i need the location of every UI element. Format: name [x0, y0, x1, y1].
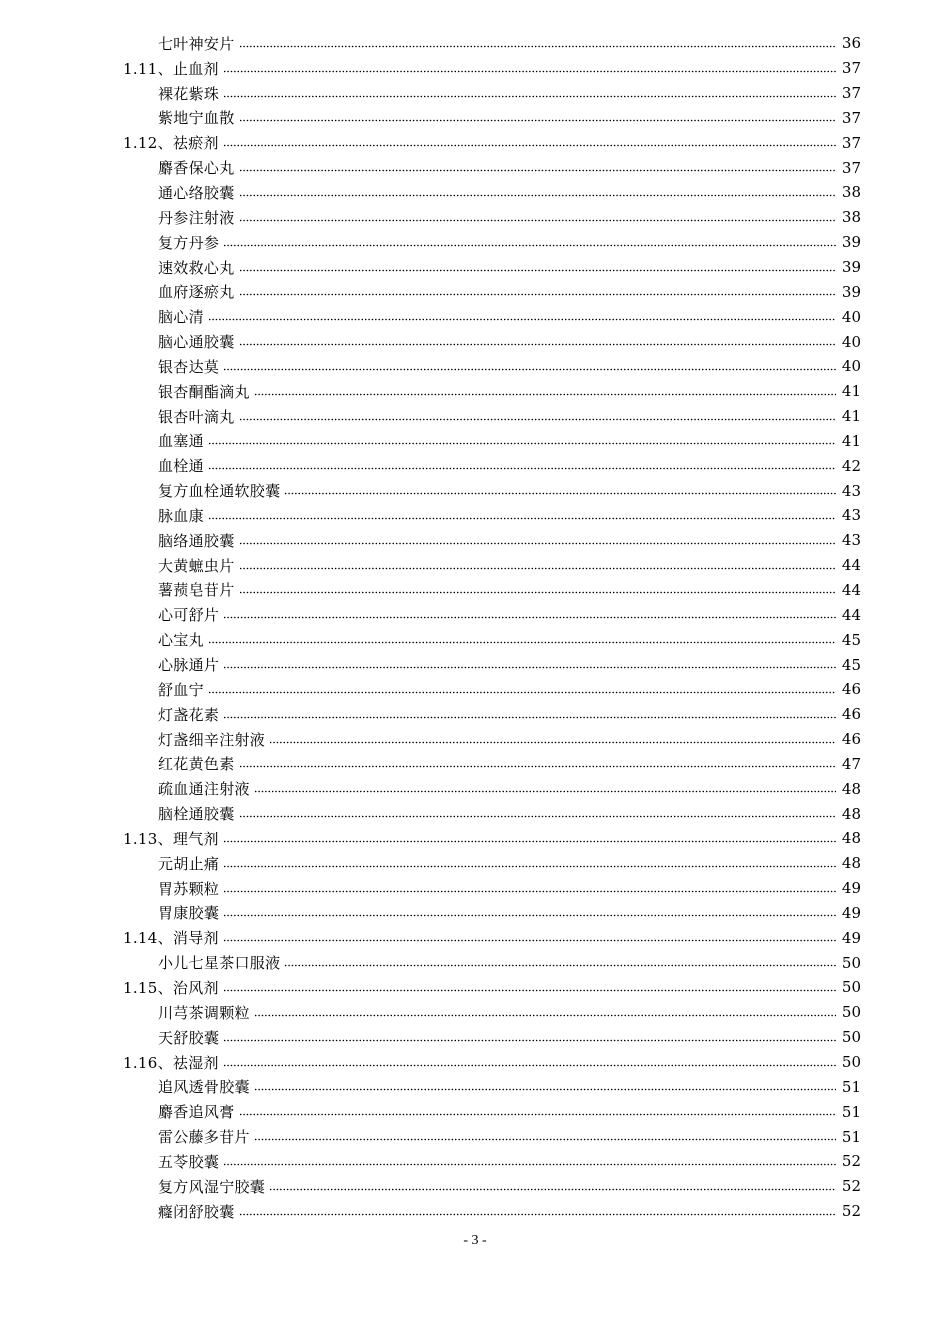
toc-dot-leader	[223, 910, 836, 922]
toc-entry-page-number: 50	[841, 1003, 861, 1022]
toc-entry-title: 胃苏颗粒	[158, 879, 220, 898]
toc-entry-page-number: 40	[841, 307, 861, 326]
toc-entry[interactable]	[0, 801, 950, 826]
toc-dot-leader	[223, 885, 836, 897]
toc-entry-page-number: 38	[841, 183, 861, 202]
toc-entry-title: 复方血栓通软胶囊	[158, 482, 281, 501]
toc-entry[interactable]	[0, 1149, 950, 1174]
toc-dot-leader	[239, 761, 836, 773]
toc-entry-title: 麝香追风膏	[158, 1103, 235, 1122]
toc-entry-title: 血栓通	[158, 457, 204, 476]
toc-entry[interactable]	[0, 1174, 950, 1199]
toc-entry[interactable]	[0, 106, 950, 131]
toc-dot-leader	[239, 413, 836, 425]
toc-dot-leader	[239, 339, 836, 351]
toc-entry-title: 脑栓通胶囊	[158, 805, 235, 824]
toc-entry-title: 麝香保心丸	[158, 159, 235, 178]
toc-entry-page-number: 51	[841, 1127, 861, 1146]
toc-entry[interactable]	[0, 81, 950, 106]
toc-entry-page-number: 50	[841, 953, 861, 972]
toc-entry[interactable]	[0, 727, 950, 752]
toc-entry-page-number: 52	[841, 1177, 861, 1196]
toc-entry-page-number: 49	[841, 928, 861, 947]
toc-entry-page-number: 48	[841, 804, 861, 823]
toc-entry[interactable]	[0, 404, 950, 429]
toc-dot-leader	[223, 1034, 836, 1046]
toc-entry[interactable]	[0, 652, 950, 677]
toc-dot-leader	[254, 786, 836, 798]
toc-dot-leader	[239, 1109, 836, 1121]
toc-entry[interactable]	[0, 329, 950, 354]
toc-entry-title: 心可舒片	[158, 606, 220, 625]
table-of-contents	[0, 31, 950, 1224]
toc-dot-leader	[223, 711, 836, 723]
toc-entry-title: 雷公藤多苷片	[158, 1128, 250, 1147]
toc-entry-title: 复方风湿宁胶囊	[158, 1177, 266, 1196]
toc-dot-leader	[239, 289, 836, 301]
toc-entry-page-number: 51	[841, 1077, 861, 1096]
toc-entry[interactable]	[0, 478, 950, 503]
toc-dot-leader	[239, 1208, 836, 1220]
toc-entry-page-number: 41	[841, 407, 861, 426]
toc-dot-leader	[254, 1134, 836, 1146]
toc-entry-title: 心宝丸	[158, 631, 204, 650]
toc-entry-title: 元胡止痛	[158, 854, 220, 873]
toc-entry-page-number: 39	[841, 258, 861, 277]
toc-entry-page-number: 40	[841, 332, 861, 351]
toc-entry[interactable]	[0, 1025, 950, 1050]
toc-entry-page-number: 48	[841, 829, 861, 848]
toc-entry-title: 1.11、止血剂	[123, 59, 219, 78]
toc-entry-title: 脉血康	[158, 506, 204, 525]
toc-dot-leader	[208, 512, 836, 524]
toc-entry-title: 脑络通胶囊	[158, 531, 235, 550]
toc-entry-title: 1.14、消导剂	[123, 929, 219, 948]
toc-dot-leader	[239, 811, 836, 823]
toc-entry-title: 裸花紫珠	[158, 84, 220, 103]
toc-section-entry[interactable]	[0, 1050, 950, 1075]
toc-entry-title: 心脉通片	[158, 656, 220, 675]
toc-entry-page-number: 42	[841, 456, 861, 475]
toc-entry-title: 1.12、祛瘀剂	[123, 134, 219, 153]
toc-entry[interactable]	[0, 876, 950, 901]
toc-entry-page-number: 47	[841, 754, 861, 773]
toc-entry[interactable]	[0, 453, 950, 478]
toc-entry-title: 脑心清	[158, 308, 204, 327]
toc-entry-page-number: 46	[841, 730, 861, 749]
toc-dot-leader	[223, 935, 836, 947]
toc-entry-title: 1.16、祛湿剂	[123, 1053, 219, 1072]
toc-entry-page-number: 37	[841, 59, 861, 78]
toc-dot-leader	[223, 140, 836, 152]
toc-entry-title: 薯蓣皂苷片	[158, 581, 235, 600]
toc-entry-title: 银杏酮酯滴丸	[158, 382, 250, 401]
toc-entry-page-number: 39	[841, 233, 861, 252]
toc-dot-leader	[208, 463, 836, 475]
toc-dot-leader	[239, 165, 836, 177]
toc-entry-title: 灯盏花素	[158, 705, 220, 724]
toc-entry-title: 追风透骨胶囊	[158, 1078, 250, 1097]
toc-section-entry[interactable]	[0, 130, 950, 155]
toc-entry[interactable]	[0, 429, 950, 454]
toc-entry[interactable]	[0, 1199, 950, 1224]
toc-dot-leader	[254, 1084, 836, 1096]
toc-entry-title: 血塞通	[158, 432, 204, 451]
toc-dot-leader	[223, 612, 836, 624]
toc-dot-leader	[239, 562, 836, 574]
toc-entry-page-number: 48	[841, 779, 861, 798]
toc-dot-leader	[254, 388, 836, 400]
toc-section-entry[interactable]	[0, 826, 950, 851]
toc-dot-leader	[284, 960, 836, 972]
toc-entry[interactable]	[0, 901, 950, 926]
toc-entry-title: 疏血通注射液	[158, 780, 250, 799]
toc-dot-leader	[223, 65, 836, 77]
toc-dot-leader	[269, 1183, 836, 1195]
toc-entry-page-number: 44	[841, 580, 861, 599]
toc-entry-page-number: 36	[841, 34, 861, 53]
toc-entry-page-number: 40	[841, 357, 861, 376]
toc-dot-leader	[239, 587, 836, 599]
toc-dot-leader	[223, 662, 836, 674]
toc-entry-page-number: 37	[841, 158, 861, 177]
toc-entry[interactable]	[0, 31, 950, 56]
toc-dot-leader	[239, 115, 836, 127]
toc-entry-page-number: 41	[841, 382, 861, 401]
toc-entry-title: 七叶神安片	[158, 34, 235, 53]
toc-entry-page-number: 45	[841, 655, 861, 674]
toc-entry[interactable]	[0, 702, 950, 727]
toc-entry[interactable]	[0, 950, 950, 975]
toc-entry[interactable]	[0, 528, 950, 553]
toc-dot-leader	[239, 40, 836, 52]
toc-entry-page-number: 52	[841, 1152, 861, 1171]
toc-entry[interactable]	[0, 503, 950, 528]
toc-dot-leader	[208, 686, 836, 698]
toc-entry-title: 速效救心丸	[158, 258, 235, 277]
toc-entry[interactable]	[0, 578, 950, 603]
toc-entry-page-number: 48	[841, 854, 861, 873]
toc-dot-leader	[208, 438, 836, 450]
toc-dot-leader	[208, 637, 836, 649]
toc-entry-title: 大黄蟅虫片	[158, 556, 235, 575]
toc-entry-title: 五苓胶囊	[158, 1152, 220, 1171]
toc-dot-leader	[223, 90, 836, 102]
toc-dot-leader	[208, 314, 836, 326]
toc-dot-leader	[223, 835, 836, 847]
toc-entry-page-number: 44	[841, 556, 861, 575]
toc-entry[interactable]	[0, 304, 950, 329]
toc-dot-leader	[254, 1009, 836, 1021]
toc-entry[interactable]	[0, 677, 950, 702]
toc-entry-title: 1.15、治风剂	[123, 978, 219, 997]
toc-dot-leader	[223, 1059, 836, 1071]
toc-entry-page-number: 43	[841, 481, 861, 500]
toc-entry[interactable]	[0, 255, 950, 280]
toc-entry-title: 1.13、理气剂	[123, 829, 219, 848]
toc-entry[interactable]	[0, 155, 950, 180]
toc-entry-title: 紫地宁血散	[158, 109, 235, 128]
toc-entry-page-number: 45	[841, 630, 861, 649]
toc-entry-page-number: 50	[841, 1053, 861, 1072]
toc-entry[interactable]	[0, 776, 950, 801]
toc-entry[interactable]	[0, 1099, 950, 1124]
toc-dot-leader	[239, 189, 836, 201]
toc-entry-page-number: 39	[841, 282, 861, 301]
toc-dot-leader	[269, 736, 836, 748]
toc-entry-page-number: 37	[841, 108, 861, 127]
toc-dot-leader	[284, 488, 836, 500]
toc-section-entry[interactable]	[0, 56, 950, 81]
toc-entry[interactable]	[0, 553, 950, 578]
toc-entry-title: 红花黄色素	[158, 755, 235, 774]
toc-entry-title: 癃闭舒胶囊	[158, 1202, 235, 1221]
toc-entry-page-number: 50	[841, 1028, 861, 1047]
toc-entry-page-number: 43	[841, 531, 861, 550]
toc-entry-title: 丹参注射液	[158, 208, 235, 227]
toc-entry[interactable]	[0, 627, 950, 652]
page-number-footer: - 3 -	[463, 1233, 487, 1248]
toc-entry-page-number: 41	[841, 431, 861, 450]
toc-entry-page-number: 46	[841, 680, 861, 699]
toc-entry-title: 血府逐瘀丸	[158, 283, 235, 302]
toc-section-entry[interactable]	[0, 975, 950, 1000]
toc-entry-title: 银杏达莫	[158, 357, 220, 376]
toc-dot-leader	[239, 264, 836, 276]
toc-entry[interactable]	[0, 1000, 950, 1025]
toc-entry[interactable]	[0, 1074, 950, 1099]
toc-dot-leader	[223, 239, 836, 251]
toc-entry-page-number: 52	[841, 1202, 861, 1221]
toc-section-entry[interactable]	[0, 925, 950, 950]
toc-entry-page-number: 46	[841, 705, 861, 724]
toc-entry[interactable]	[0, 205, 950, 230]
toc-entry-page-number: 51	[841, 1102, 861, 1121]
toc-entry-title: 银杏叶滴丸	[158, 407, 235, 426]
toc-entry[interactable]	[0, 379, 950, 404]
toc-dot-leader	[223, 984, 836, 996]
toc-entry-page-number: 43	[841, 506, 861, 525]
toc-dot-leader	[223, 363, 836, 375]
toc-dot-leader	[239, 214, 836, 226]
toc-entry-title: 胃康胶囊	[158, 904, 220, 923]
toc-dot-leader	[223, 1158, 836, 1170]
toc-entry-title: 舒血宁	[158, 680, 204, 699]
toc-entry-page-number: 50	[841, 978, 861, 997]
toc-entry[interactable]	[0, 602, 950, 627]
toc-entry-title: 脑心通胶囊	[158, 333, 235, 352]
toc-entry[interactable]	[0, 851, 950, 876]
toc-entry-page-number: 49	[841, 903, 861, 922]
toc-dot-leader	[223, 860, 836, 872]
toc-entry-title: 灯盏细辛注射液	[158, 730, 266, 749]
toc-entry[interactable]	[0, 1124, 950, 1149]
toc-entry[interactable]	[0, 279, 950, 304]
toc-dot-leader	[239, 537, 836, 549]
toc-entry-title: 天舒胶囊	[158, 1028, 220, 1047]
toc-entry-page-number: 37	[841, 133, 861, 152]
toc-entry-page-number: 44	[841, 605, 861, 624]
toc-entry-page-number: 37	[841, 84, 861, 103]
toc-entry[interactable]	[0, 180, 950, 205]
toc-entry[interactable]	[0, 751, 950, 776]
toc-entry-title: 川芎茶调颗粒	[158, 1003, 250, 1022]
toc-entry-title: 复方丹参	[158, 233, 220, 252]
toc-entry[interactable]	[0, 354, 950, 379]
toc-entry[interactable]	[0, 230, 950, 255]
toc-entry-title: 小儿七星茶口服液	[158, 954, 281, 973]
toc-entry-title: 通心络胶囊	[158, 183, 235, 202]
toc-entry-page-number: 38	[841, 208, 861, 227]
toc-entry-page-number: 49	[841, 879, 861, 898]
